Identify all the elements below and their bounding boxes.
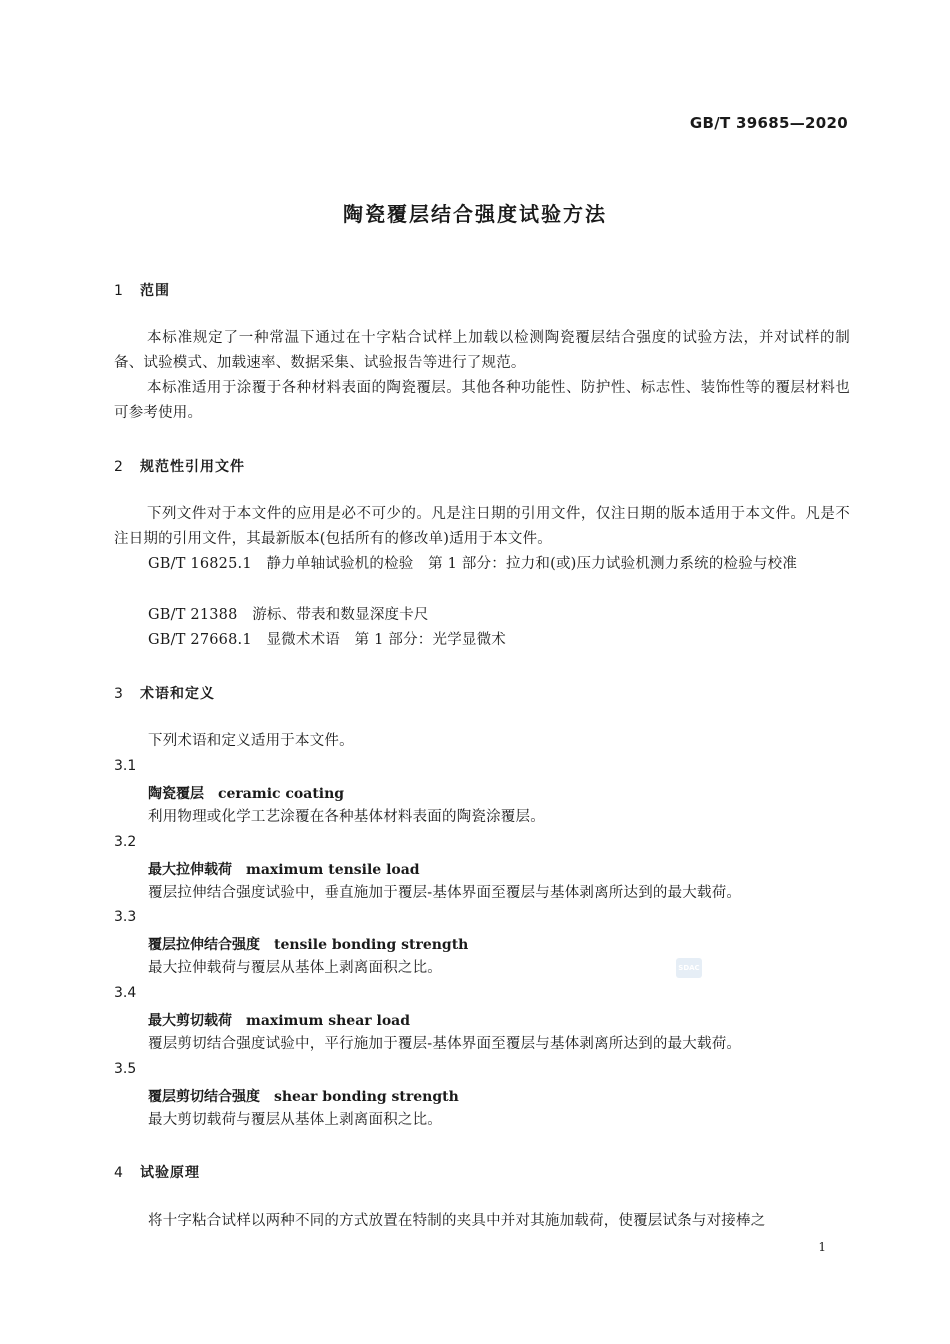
term-heading [148, 934, 468, 954]
section-title: 试验原理 [140, 1165, 200, 1181]
term-definition: 最大拉伸载荷与覆层从基体上剥离面积之比。 [148, 960, 442, 976]
term-number: 3.2 [114, 834, 137, 850]
section-title: 范围 [140, 283, 170, 299]
term-cn: 陶瓷覆层 [148, 786, 204, 802]
term-cn: 覆层拉伸结合强度 [148, 937, 260, 953]
term-en: ceramic coating [218, 786, 345, 802]
term-number: 3.1 [114, 758, 137, 774]
section-3-heading [114, 683, 215, 703]
term-en: shear bonding strength [274, 1089, 459, 1105]
reference-item: GB/T 21388 游标、带表和数显深度卡尺 [148, 607, 429, 623]
term-heading [148, 1010, 410, 1030]
standard-number: GB/T 39685—2020 [689, 114, 848, 132]
watermark-logo: SDAC [676, 958, 702, 978]
section-1-paragraph-2: 本标准适用于涂覆于各种材料表面的陶瓷覆层。其他各种功能性、防护性、标志性、装饰性等的覆层材料也可参考使用。 [114, 380, 850, 421]
section-number: 2 [114, 459, 124, 475]
term-cn: 最大剪切载荷 [148, 1013, 232, 1029]
section-number: 3 [114, 686, 124, 702]
term-definition: 利用物理或化学工艺涂覆在各种基体材料表面的陶瓷涂覆层。 [148, 809, 545, 825]
section-number: 4 [114, 1165, 124, 1181]
term-definition: 覆层拉伸结合强度试验中，垂直施加于覆层-基体界面至覆层与基体剥离所达到的最大载荷。 [148, 885, 742, 901]
section-2-heading [114, 456, 245, 476]
section-4-paragraph-1: 将十字粘合试样以两种不同的方式放置在特制的夹具中并对其施加载荷，使覆层试条与对接棒之 [148, 1213, 766, 1229]
section-2-paragraph-1: 下列文件对于本文件的应用是必不可少的。凡是注日期的引用文件，仅注日期的版本适用于本文件。凡是不注日期的引用文件，其最新版本(包括所有的修改单)适用于本文件。 [114, 506, 850, 547]
section-4-heading [114, 1162, 200, 1182]
term-heading [148, 1086, 459, 1106]
term-number: 3.4 [114, 985, 137, 1001]
term-definition: 最大剪切载荷与覆层从基体上剥离面积之比。 [148, 1112, 442, 1128]
term-heading [148, 859, 420, 879]
reference-item: GB/T 16825.1 静力单轴试验机的检验 第 1 部分：拉力和(或)压力试验机测力系统的检验与校准 [148, 556, 798, 572]
term-en: maximum shear load [246, 1013, 411, 1029]
section-number: 1 [114, 283, 124, 299]
section-3-intro: 下列术语和定义适用于本文件。 [148, 733, 354, 749]
page-number: 1 [818, 1240, 826, 1254]
section-title: 规范性引用文件 [140, 459, 245, 475]
reference-item: GB/T 27668.1 显微术术语 第 1 部分：光学显微术 [148, 632, 507, 648]
term-number: 3.3 [114, 909, 137, 925]
term-heading [148, 783, 344, 803]
term-en: tensile bonding strength [274, 937, 469, 953]
section-title: 术语和定义 [140, 686, 215, 702]
document-title: 陶瓷覆层结合强度试验方法 [343, 202, 607, 226]
term-en: maximum tensile load [246, 862, 420, 878]
section-1-paragraph-1: 本标准规定了一种常温下通过在十字粘合试样上加载以检测陶瓷覆层结合强度的试验方法，并对试样的制备、试验模式、加载速率、数据采集、试验报告等进行了规范。 [114, 330, 850, 371]
term-number: 3.5 [114, 1061, 137, 1077]
section-1-heading [114, 280, 170, 300]
term-cn: 最大拉伸载荷 [148, 862, 232, 878]
term-definition: 覆层剪切结合强度试验中，平行施加于覆层-基体界面至覆层与基体剥离所达到的最大载荷。 [148, 1036, 742, 1052]
term-cn: 覆层剪切结合强度 [148, 1089, 260, 1105]
